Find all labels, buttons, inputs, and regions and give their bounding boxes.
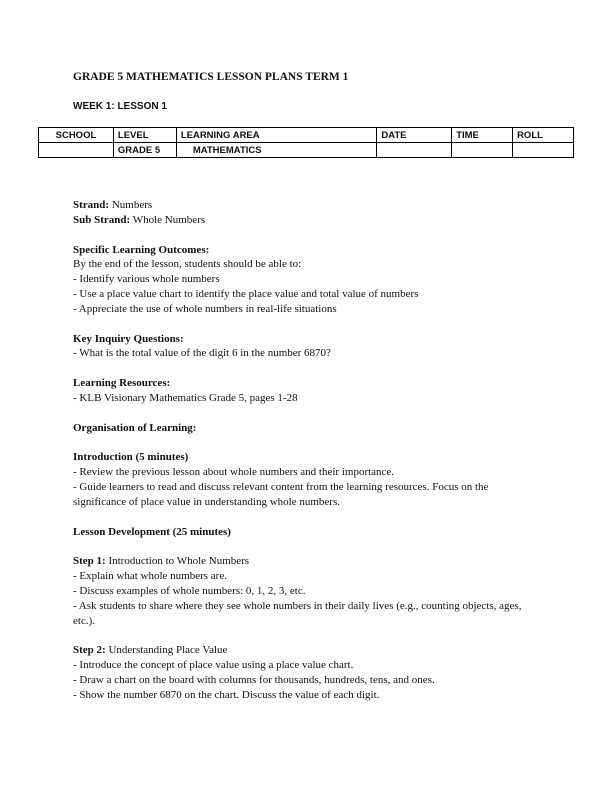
outcomes-intro: By the end of the lesson, students should be able to:: [73, 258, 302, 271]
step2-section: [73, 643, 543, 702]
list-item: - Draw a chart on the board with columns for thousands, hundreds, tens, and ones.: [73, 674, 435, 686]
header-date: DATE: [377, 128, 452, 143]
header-roll: ROLL: [513, 128, 574, 143]
cell-roll: [513, 143, 574, 158]
outcomes-section: [73, 243, 543, 317]
organisation-heading: Organisation of Learning:: [73, 421, 197, 434]
header-school: SCHOOL: [39, 128, 114, 143]
step2-label: Step 2:: [73, 644, 106, 657]
header-learning-area: LEARNING AREA: [176, 128, 377, 143]
outcomes-heading: Specific Learning Outcomes:: [73, 243, 210, 256]
list-item: - Ask students to share where they see whole numbers in their daily lives (e.g., counting objects, ages, etc.).: [73, 599, 522, 627]
strand-section: [73, 198, 543, 228]
sub-strand-label: Sub Strand:: [73, 213, 131, 226]
list-item: - Show the number 6870 on the chart. Discuss the value of each digit.: [73, 688, 380, 701]
development-section: [73, 525, 543, 540]
list-item: - Guide learners to read and discuss relevant content from the learning resources. Focus on the significance of place value in understanding whole numbers.: [73, 481, 489, 508]
lesson-info-table: [38, 127, 574, 158]
week-lesson-label: WEEK 1: LESSON 1: [73, 101, 167, 112]
strand-value: Numbers: [109, 199, 153, 211]
inquiry-section: [73, 332, 543, 362]
step1-label: Step 1:: [73, 555, 106, 568]
list-item: - Review the previous lesson about whole numbers and their importance.: [73, 466, 395, 479]
list-item: - Explain what whole numbers are.: [73, 570, 227, 583]
table-row: [39, 143, 574, 158]
introduction-section: [73, 450, 543, 509]
development-heading: Lesson Development (25 minutes): [73, 525, 231, 538]
cell-time: [452, 143, 513, 158]
organisation-section: [73, 421, 543, 436]
header-time: TIME: [452, 128, 513, 143]
cell-learning-area: MATHEMATICS: [176, 143, 377, 158]
inquiry-heading: Key Inquiry Questions:: [73, 332, 184, 345]
step1-section: [73, 554, 543, 628]
list-item: - Appreciate the use of whole numbers in real-life situations: [73, 302, 337, 315]
introduction-heading: Introduction (5 minutes): [73, 451, 189, 464]
strand-label: Strand:: [73, 199, 110, 211]
resources-section: [73, 376, 543, 406]
sub-strand-value: Whole Numbers: [130, 213, 206, 226]
list-item: - What is the total value of the digit 6 in the number 6870?: [73, 347, 331, 360]
cell-level: GRADE 5: [113, 143, 176, 158]
header-level: LEVEL: [113, 128, 176, 143]
cell-school: [39, 143, 114, 158]
step2-title: Understanding Place Value: [105, 644, 228, 657]
lesson-body: [73, 198, 543, 718]
step1-title: Introduction to Whole Numbers: [105, 555, 250, 568]
cell-date: [377, 143, 452, 158]
table-header-row: [39, 128, 574, 143]
document-title: GRADE 5 MATHEMATICS LESSON PLANS TERM 1: [73, 71, 349, 83]
list-item: - Introduce the concept of place value using a place value chart.: [73, 659, 354, 672]
list-item: - Identify various whole numbers: [73, 273, 220, 286]
list-item: - Use a place value chart to identify the place value and total value of numbers: [73, 288, 419, 301]
resources-heading: Learning Resources:: [73, 377, 171, 390]
list-item: - Discuss examples of whole numbers: 0, 1, 2, 3, etc.: [73, 584, 306, 597]
list-item: - KLB Visionary Mathematics Grade 5, pages 1-28: [73, 391, 298, 404]
